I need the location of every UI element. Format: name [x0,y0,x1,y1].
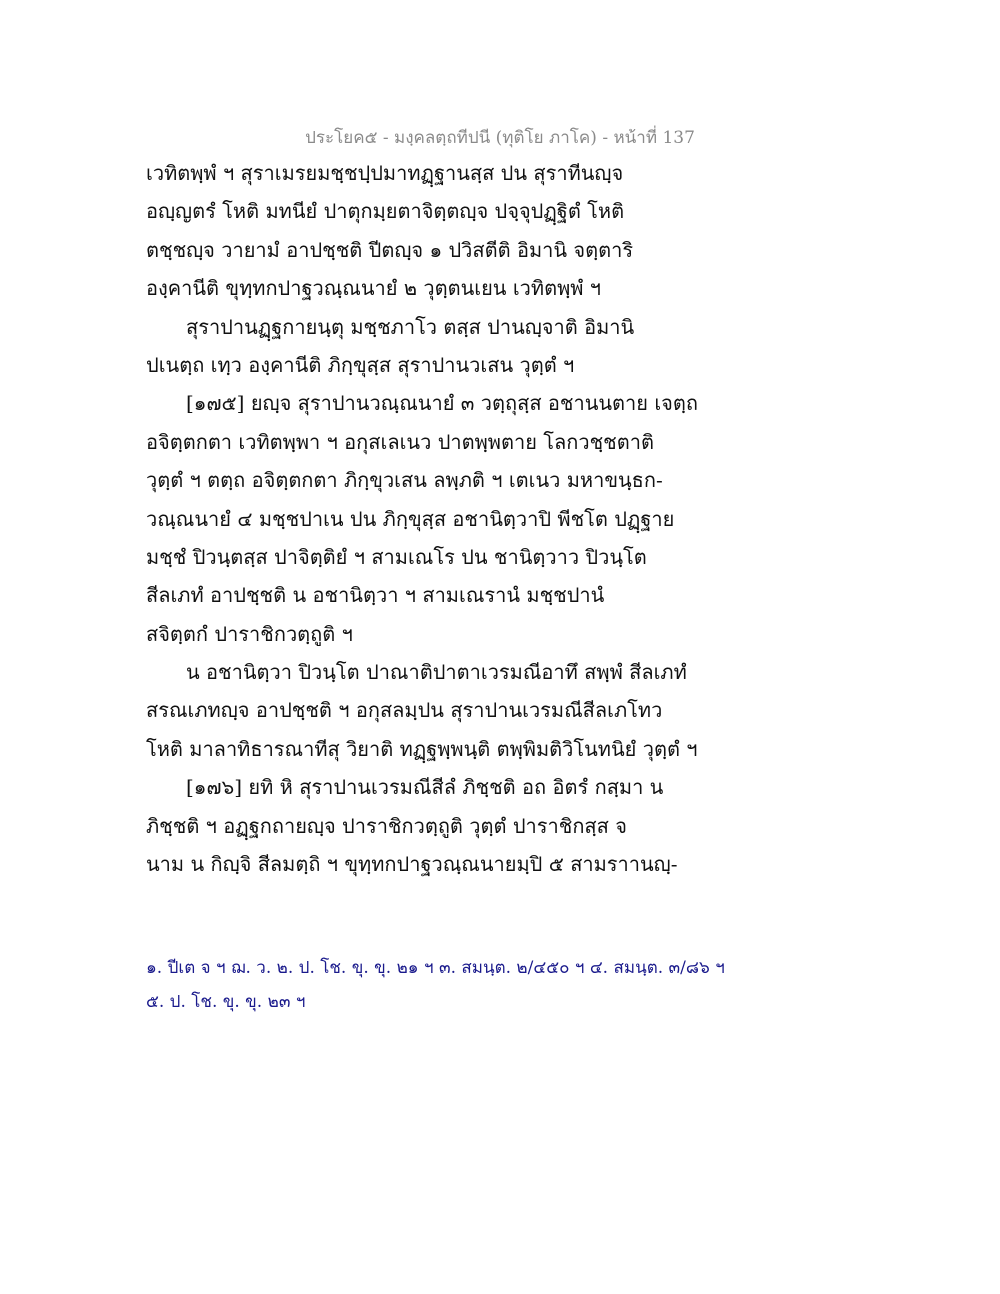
text-line: วณฺณนายํ ๔ มชฺชปาเน ปน ภิกฺขุสฺส อชานิตฺวาปิ พีชโต ปฏฺฐาย [146,506,675,531]
text-line: สรณเภทญฺจ อาปชฺชติ ฯ อกุสลมฺปน สุราปานเวรมณีสีลเภโทว [146,698,663,723]
text-line: นาม น กิญฺจิ สีลมตฺถิ ฯ ขุทฺทกปาฐวณฺณนายมฺปิ ๕ สามราานญฺ- [146,852,678,877]
text-line: มชฺชํ ปิวนฺตสฺส ปาจิตฺติยํ ฯ สามเณโร ปน ชานิตฺวาว ปิวนฺโต [146,544,647,569]
text-line: เวทิตพฺพํ ฯ สุราเมรยมชฺชปฺปมาทฏฺฐานสฺส ปน สุราทีนญฺจ [146,161,624,185]
paragraph-start-line: สุราปานฏฺฐกายนฺตุ มชฺชภาโว ตสฺส ปานญฺจาติ อิมานิ [186,314,635,339]
paragraph-start-line: [๑๗๕] ยญฺจ สุราปานวณฺณนายํ ๓ วตฺถุสฺส อชานนตาย เจตฺถ [186,391,699,416]
page-header-text: ประโยค๕ - มงฺคลตฺถทีปนี (ทุติโย ภาโค) - หน้าที่ 137 [305,128,695,148]
text-line: อญฺญตรํ โหติ มทนียํ ปาตุกมฺยตาจิตฺตญฺจ ปจฺจุปฏฺฐิตํ โหติ [146,199,625,224]
text-line: องฺคานีติ ขุทฺทกปาฐวณฺณนายํ ๒ วุตฺตนเยน เวทิตพฺพํ ฯ [146,276,602,301]
paragraph-start-line: [๑๗๖] ยทิ หิ สุราปานเวรมณีสีลํ ภิชฺชติ อถ อิตรํ กสฺมา น [186,775,664,800]
text-line: โหติ มาลาทิธารณาทีสุ วิยาติ ทฏฺฐพฺพนฺติ ตพฺพิมติวิโนทนิยํ วุตฺตํ ฯ [146,736,698,761]
body-text [146,154,706,883]
text-line: สีลเภทํ อาปชฺชติ น อชานิตฺวา ฯ สามเณรานํ มชฺชปานํ [146,583,605,608]
footnote-line: ๕. ป. โช. ขุ. ขุ. ๒๓ ฯ [146,992,306,1012]
text-line: ตชฺชญฺจ วายามํ อาปชฺชติ ปีตญฺจ ๑ ปวิสตีติ อิมานิ จตฺตาริ [146,237,634,262]
paragraph-start-line: น อชานิตฺวา ปิวนฺโต ปาณาติปาตาเวรมณีอาทึ สพฺพํ สีลเภทํ [186,660,687,685]
text-line: วุตฺตํ ฯ ตตฺถ อจิตฺตกตา ภิกฺขุวเสน ลพฺภติ ฯ เตเนว มหาขนฺธก- [146,468,663,493]
text-line: ภิชฺชติ ฯ อฏฺฐกถายญฺจ ปาราชิกวตฺถูติ วุตฺตํ ปาราชิกสฺส จ [146,813,627,838]
text-line: ปเนตฺถ เทฺว องฺคานีติ ภิกฺขุสฺส สุราปานวเสน วุตฺตํ ฯ [146,352,575,377]
page-header [0,124,1000,151]
footnote-line: ๑. ปีเต จ ฯ ฌ. ว. ๒. ป. โช. ขุ. ขุ. ๒๑ ฯ ๓. สมนฺต. ๒/๔๕๐ ฯ ๔. สมนฺต. ๓/๘๖ ฯ [146,958,725,978]
text-line: อจิตฺตกตา เวทิตพฺพา ฯ อกุสเลเนว ปาตพฺพตาย โลกวชฺชตาติ [146,429,654,454]
footnotes [146,951,846,1019]
text-line: สจิตฺตกํ ปาราชิกวตฺถูติ ฯ [146,621,353,646]
